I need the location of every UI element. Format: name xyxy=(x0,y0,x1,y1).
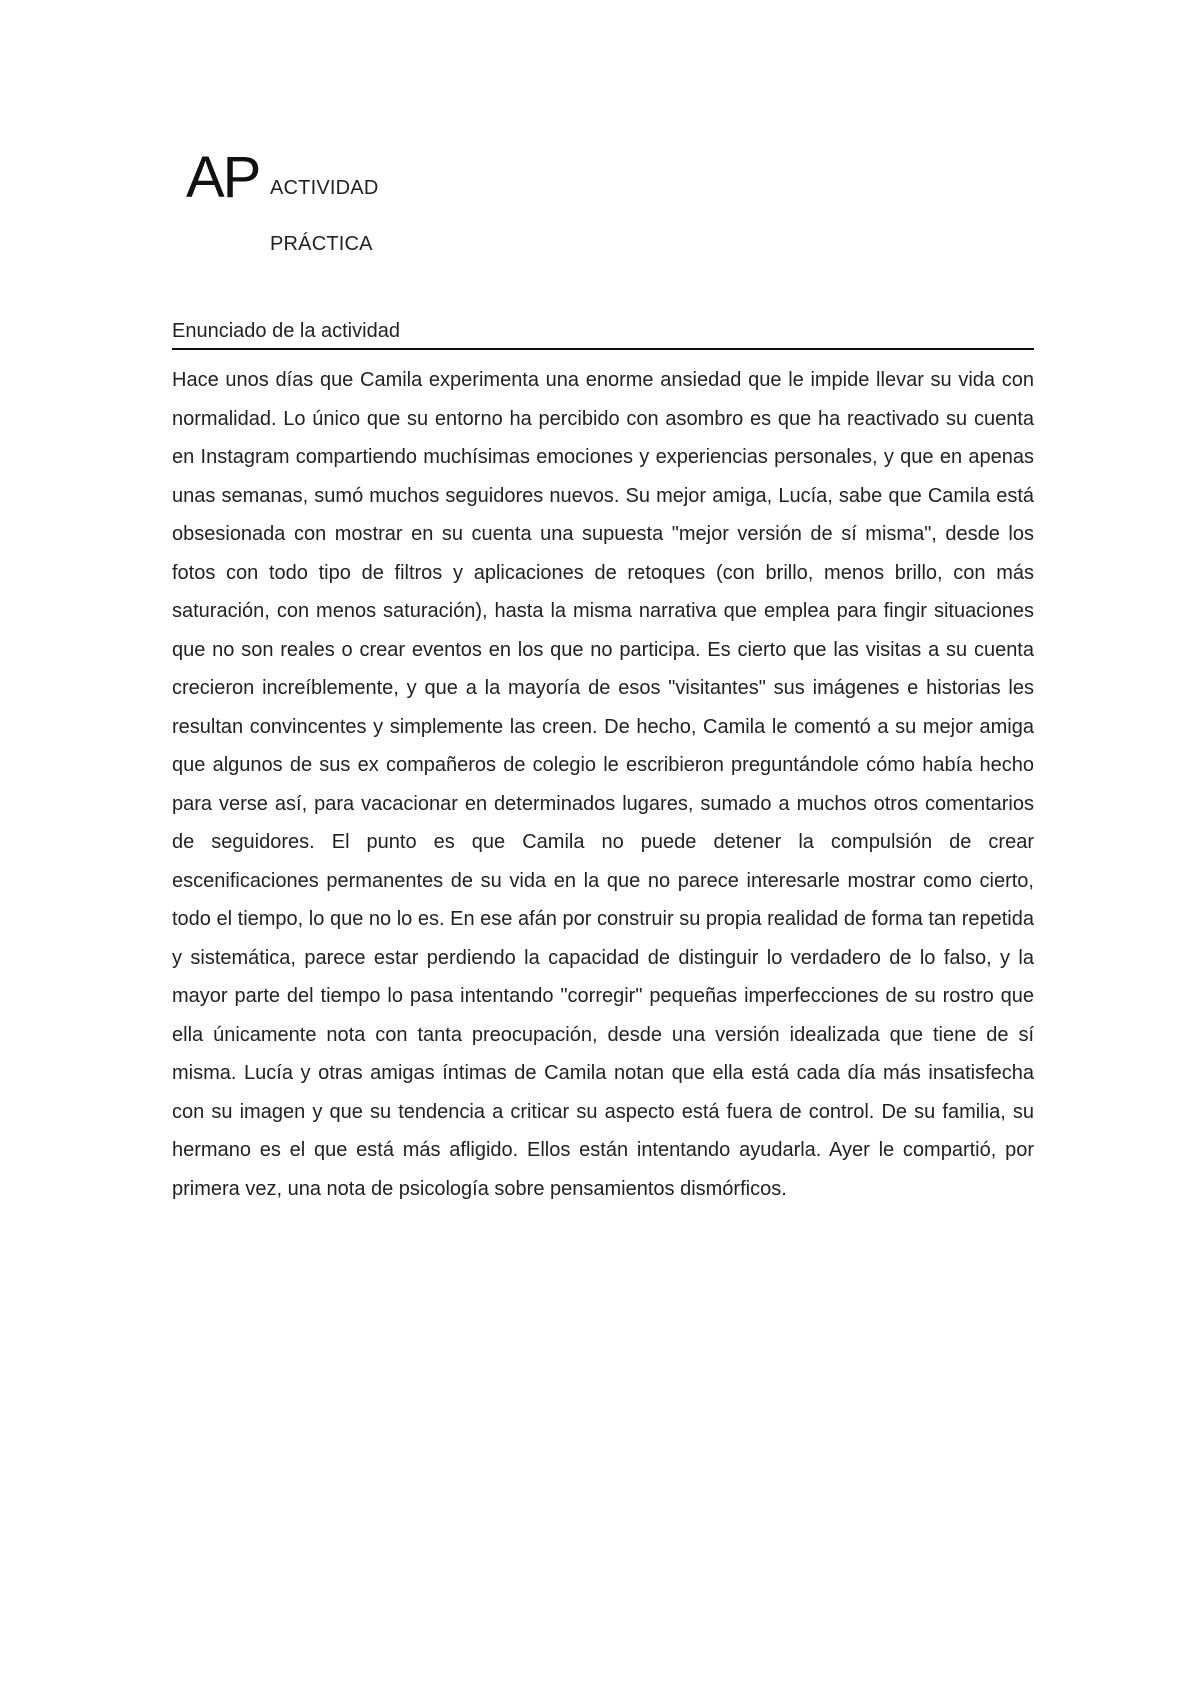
activity-label: ACTIVIDAD xyxy=(270,177,379,199)
practice-label: PRÁCTICA xyxy=(270,233,373,255)
ap-logo: AP xyxy=(186,145,260,210)
activity-header xyxy=(186,145,586,268)
activity-statement-paragraph: Hace unos días que Camila experimenta una enorme ansiedad que le impide llevar su vida con normalidad. Lo único que su entorno ha percibido con asombro es que ha reactivado su cuenta en Instagram compartiendo muchísimas emociones y experiencias personales, y que en apenas unas semanas, sumó muchos seguidores nuevos. Su mejor amiga, Lucía, sabe que Camila está obsesionada con mostrar en su cuenta una supuesta "mejor versión de sí misma", desde los fotos con todo tipo de filtros y aplicaciones de retoques (con brillo, menos brillo, con más saturación, con menos saturación), hasta la misma narrativa que emplea para fingir situaciones que no son reales o crear eventos en los que no participa. Es cierto que las visitas a su cuenta crecieron increíblemente, y que a la mayoría de esos "visitantes" sus imágenes e historias les resultan convincentes y simplemente las creen. De hecho, Camila le comentó a su mejor amiga que algunos de sus ex compañeros de colegio le escribieron preguntándole cómo había hecho para verse así, para vacacionar en determinados lugares, sumado a muchos otros comentarios de seguidores. El punto es que Camila no puede detener la compulsión de crear escenificaciones permanentes de su vida en la que no parece interesarle mostrar como cierto, todo el tiempo, lo que no lo es. En ese afán por construir su propia realidad de forma tan repetida y sistemática, parece estar perdiendo la capacidad de distinguir lo verdadero de lo falso, y la mayor parte del tiempo lo pasa intentando "corregir" pequeñas imperfecciones de su rostro que ella únicamente nota con tanta preocupación, desde una versión idealizada que tiene de sí misma. Lucía y otras amigas íntimas de Camila notan que ella está cada día más insatisfecha con su imagen y que su tendencia a criticar su aspecto está fuera de control. De su familia, su hermano es el que está más afligido. Ellos están intentando ayudarla. Ayer le compartió, por primera vez, una nota de psicología sobre pensamientos dismórficos. xyxy=(172,369,1034,1200)
section-title: Enunciado de la actividad xyxy=(172,318,1034,350)
